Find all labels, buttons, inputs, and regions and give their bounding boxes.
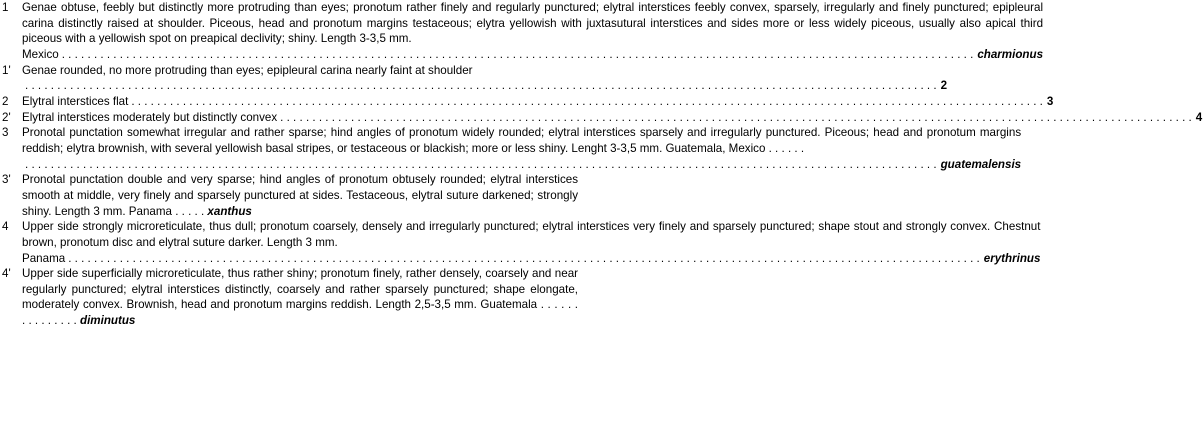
- lead-line: [22, 78, 947, 94]
- couplet-text: Elytral interstices moderately but distinctly convex: [22, 110, 278, 124]
- key-couplet-2-alt: [0, 110, 1203, 126]
- lead-line: [22, 94, 1053, 110]
- leader-dots: [280, 110, 1192, 126]
- couplet-text: Genae rounded, no more protruding than eyes; epipleural carina nearly faint at shoulder: [22, 63, 473, 77]
- locality: Panama: [128, 204, 172, 218]
- locality: Guatemala: [480, 298, 538, 312]
- key-couplet-2: [0, 94, 1054, 110]
- taxon-name: xanthus: [207, 204, 252, 218]
- next-couplet-link: 2: [940, 79, 948, 93]
- couplet-text: Pronotal punctation somewhat irregular and rather sparse; hind angles of pronotum widely rounded; elytral interstices sparsely and irregularly punctured. Piceous; head and pronotum margins reddish; elytra brownish, with several yellowish basal stripes, or testaceous or blackish; more or less shiny. Lenght 3-3,5 mm. Guatemala, Mexico . . . . . .: [22, 126, 1022, 155]
- couplet-number: 1: [2, 1, 9, 14]
- taxon-name: guatemalensis: [940, 157, 1022, 171]
- couplet-number: 2: [2, 94, 9, 108]
- key-couplet-1-alt: [0, 63, 948, 94]
- couplet-number: 4': [2, 267, 11, 281]
- lead-line: [22, 157, 1021, 173]
- key-couplet-4-alt: [0, 266, 580, 329]
- couplet-text: Genae obtuse, feebly but distinctly more protruding than eyes; pronotum rather finely and regularly punctured; elytral interstices feebly convex, sparsely, irregularly and finely punctured; epipleural carina distinctly raised at shoulder. Piceous, head and pronotum margins testaceous; elytra yellowish with juxtasutural interstices and sides more or less widely piceous, usually also apical third piceous with a yellowish spot on preapical declivity; shiny. Length 3-3,5 mm.: [22, 1, 1044, 46]
- couplet-number: 1': [2, 63, 11, 77]
- locality: Panama: [22, 251, 66, 265]
- leader-dots: [62, 47, 974, 63]
- key-couplet-4: [0, 219, 1041, 266]
- couplet-number: 2': [2, 110, 11, 124]
- key-couplet-3: [0, 125, 1022, 172]
- leader-dots-short: . . . . .: [175, 204, 208, 218]
- lead-line: [22, 47, 1043, 63]
- taxon-name: erythrinus: [983, 251, 1041, 265]
- leader-dots-short: . . . . . . . . . . . . . . .: [22, 298, 578, 328]
- couplet-text: Upper side strongly microreticulate, thus dull; pronotum coarsely, densely and irregularly punctured; elytral interstices very finely and sparsely punctured; shape stout and strongly convex. Chestnut brown, pronotum disc and elytral suture darker. Length 3 mm.: [22, 220, 1041, 249]
- key-couplet-1: [0, 0, 1044, 63]
- couplet-text: Upper side superficially microreticulate, thus rather shiny; pronotum finely, rather densely, coarsely and near regularly punctured; elytral interstices distinctly, coarsely and rather sparsely punctured; shape elongate, moderately convex. Brownish, head and pronotum margins reddish. Length 2,5-3,5 mm.: [22, 267, 578, 312]
- leader-dots: [131, 94, 1043, 110]
- lead-line: [22, 251, 1040, 267]
- leader-dots: [25, 78, 937, 94]
- couplet-text: Elytral interstices flat: [22, 94, 129, 108]
- key-couplet-3-alt: [0, 172, 580, 219]
- taxon-name: diminutus: [79, 314, 136, 328]
- leader-dots: [25, 157, 937, 173]
- couplet-number: 3': [2, 173, 11, 187]
- couplet-text: Pronotal punctation double and very sparse; hind angles of pronotum obtusely rounded; elytral interstices smooth at middle, very finely and sparsely punctured at sides. Testaceous, elytral suture darkened; strongly shiny. Length 3 mm.: [22, 173, 578, 218]
- couplet-number: 4: [2, 220, 9, 234]
- next-couplet-link: 3: [1046, 94, 1054, 108]
- leader-dots: [68, 251, 980, 267]
- next-couplet-link: 4: [1195, 110, 1203, 124]
- taxon-name: charmionus: [977, 47, 1044, 61]
- lead-line: [22, 110, 1202, 126]
- locality: Mexico: [22, 47, 59, 61]
- couplet-number: 3: [2, 126, 9, 140]
